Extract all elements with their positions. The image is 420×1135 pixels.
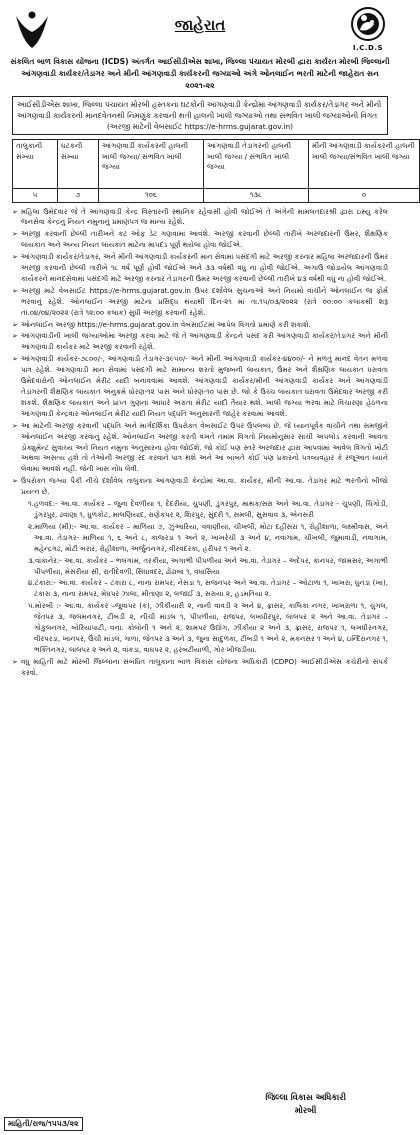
table-cell: ૭: [58, 189, 99, 203]
table-row: [13, 189, 420, 203]
mother-child-icon: [348, 6, 388, 42]
list-item: ➢ આ માટેની અરજી કરવાની પદ્ધતિ અને માર્ગદર્શિકા ઉપરોક્ત વેબસાઈટ ઉપર ઉપલબ્ધ છે. જે ધ્યાનપૂર્વક વાંચીને તથા સમજીને ઓનલાઈન અરજી કરવાનું રહેશે. ઓનલાઈન અરજી કરતી વખતે તમામ વિગતો નિયમોનુસાર સાચી અપલોડ કરવાની આવતા ડોક્યુમેન્ટ સુવાચ્ય અને નિયત નમુના અનુસારના હોવા જોઈશે. જો કોઈ પણ સ્તરે અરજદાર દ્વારા આપવામાં આવેલ વિગતો ખોટી અથવા અસત્ય હશે તો તેઓની અરજી રદ કરવાને પાત્ર થશે અને આ બાબતે કોઈ પણ પ્રકારનો પત્રવ્યવહાર કે રજૂઆત ધ્યાને લેવામાં આવશે નહીં. જેની ખાસ નોંધ લેવી.: [12, 420, 388, 474]
table-cell: ૧૩૮: [204, 189, 309, 203]
arrow-bullet-icon: ➢: [12, 421, 18, 430]
header: [6, 6, 394, 56]
info-website: (અરજી માટેની વેબસાઈટ https://e-hrms.gujarat.gov.in): [106, 122, 294, 131]
arrow-bullet-icon: ➢: [12, 286, 18, 295]
table-header: મીની આંગણવાડી કાર્યકરની હાલની ખાલી જગ્યા/સંભવિત ખાલી જગ્યા: [309, 140, 420, 189]
table-header: તાલુકાની સંખ્યા: [13, 140, 58, 189]
taluka-item: ૪.ટંકારા:- આ.વા. કાર્યકર – ટંકારા ૮, નાના રામપર, નેસડા ૧, સજનપર અને આ.વા. તેડાગર – ઓટાળા ૧, ખાખરા, ધુનડા (ખા), ટંકારા ૩, નાના રામપર, મેઘપર ઝાલા, મીતાણા ૨, લજાઈ ૩, સરાયા ૨, હડમતિયા ૨.: [28, 578, 388, 599]
list-item: ➢ આંગણવાડીની ખાલી જગ્યાઓમાં અરજી કરવા માટે જે તે આંગણવાડી કેન્દ્રને પસંદ કરી આંગણવાડી કાર્યકર/તેડાગર અને મીની આંગણવાડી કાર્યકર માટે અરજી કરવાની રહેશે.: [12, 331, 388, 352]
list-item: ➢ આંગણવાડી કાર્યકર-૭૮૦૦/-, આંગણવાડી તેડાગર-૩૯૫૦/- અને મીની આંગણવાડી કાર્યકર-૪૪૦૦/- ને મળતું માનદ વેતન મળવા પાત્ર રહેશે. આંગણવાડી માન સેવામાં પસંદગી માટે સામાન્ય શરતો મુજબની લાયકાત, ઉંમર અને શૈક્ષણિક લાયકાત ધરાવતા ઉમેદવારોની ઓનલાઈન મેરીટ યાદી બનાવવામાં આવશે. આંગણવાડી કાર્યકર/મીની આંગણવાડી કાર્યકર અને આંગણવાડી તેડાગરની શૈક્ષણિક લાયકાત અનુક્રમે ધોરણ-૧૨ પાસ અને ધોરણ-૧૦ પાસ છે. જો કે ઉચ્ચ લાયકાત ધરાવતા ઉમેદવાર અરજી કરી શકશે. શૈક્ષણિક લાયકાત અને પ્રાપ્ત ગુણના આધારે અગ્રતા મેરીટ યાદી તૈયાર થશે. ખાલી જગ્યા ભરવા માટે વિચારણા હેઠળના આંગણવાડી કેન્દ્રવાર ઓનલાઈન મેરીટ યાદી નિયત પદ્ધતિ અનુસારની જાહેર કરવામાં આવશે.: [12, 354, 388, 418]
list-item: ➢ મહિલા ઉમેદવાર જે તે આંગણવાડી કેન્દ્ર વિસ્તારની સ્થાનિક રહેવાસી હોવી જોઈએ તે અંગેની મામલતદારશ્રી દ્વારા ઇસ્યુ કરેલ જનસેવા કેન્દ્રનું નિયત નમુનાનું પ્રમાણપત્ર જ માન્ય રહેશે.: [12, 206, 388, 227]
taluka-item: ૧.હળવદ:- આ.વા. કાર્યકર – જુના દેવળીયા ૧, દેદરીયા, ચુપણી, ડુંગરપુર, માથક/સરા અને આ.વા. તેડાગર - ચુપણી, ચિંગોડી, ડુંગરપુર, ઢવાણા ૧, ધુળકોટ, માલણિયાદ, રાણેકપર ૨, શિરપુર, સુંદરી ૧, સમલી, સુસવાવ ૩, એનસરી: [28, 499, 388, 519]
table-header: ઘટકની સંખ્યા: [58, 140, 99, 189]
table-cell: ૧૦૬: [99, 189, 204, 203]
table-header: આંગણવાડી તેડાગરની હાલની ખાલી જગ્યા / સંભવિત ખાલી જગ્યા: [204, 140, 309, 189]
reference-number: માહિતી/રાજ/૧૫૫૩/૨૨: [4, 1117, 83, 1131]
list-item: ➢ ઓનલાઈન અરજી https://e-hrms.gujarat.gov.in વેબસાઈટમાં આપેલ વિગતો પ્રમાણે કરી શકાશે.: [12, 319, 311, 329]
signatory-title: જિલ્લા વિકાસ અધિકારી: [265, 1092, 346, 1102]
table-header-row: [13, 140, 420, 189]
list-item: ➢ આંગણવાડી કાર્યકર/તેડાગર, અને મીની આંગણવાડી કાર્યકરની માન સેવામાં પસંદગી માટે અરજી કરનાર મહિલા અરજદારની ઉંમર અરજી કરવાની છેલ્લી તારીખે ૧૮ વર્ષ પૂર્ણ હોવી જોઈએ અને ૩૩ વર્ષથી વધુ ના હોવી જોઈએ. અગાઉ જોડાયેલ આંગણવાડી કાર્યકરને માનદસેવામાં પસંદગી માટે અરજી કરનાર તેડાગરની ઉંમર અરજી કરવાની છેલ્લી તારીખે ૪૩ વર્ષથી વધુ ના હોવી જોઈએ.: [12, 252, 388, 283]
table-cell: ૦: [309, 189, 420, 203]
arrow-bullet-icon: ➢: [12, 207, 18, 216]
arrow-bullet-icon: ➢: [12, 355, 18, 364]
taluka-item: ૩.વાંકાનેર:- આ.વા. કાર્યકર – ભલગામ, તરકીયા, અગાભી પીપળીયા અને આ.વા. તેડાગર – અદેપર, કાનપર, જામસર, અગાભી પીપળીયા, મેસરીયા સી, રાતીદેવળી, સિંધાવદર, ઢોંઢાબા ૧, વઘાસિયા: [28, 555, 388, 576]
arrow-bullet-icon: ➢: [12, 320, 18, 329]
icds-emblem: [346, 6, 390, 52]
page-title: જાહેરાત: [174, 16, 226, 34]
list-item: ➢ અરજી કરવાની છેલ્લી તારીખને કટ ઓફ ડેટ ગણવામાં આવશે. અરજી કરવાની છેલ્લી તારીખે અરજદારની ઉંમર, શૈક્ષણિક લાયકાત અને અન્ય નિયત લાયકાત માટેના માપદંડ પૂર્ણ થયેલા હોવા જોઈએ.: [12, 229, 388, 250]
vacancy-table: [12, 139, 420, 203]
taluka-item: ૫.મોરબી :- આ.વા. કાર્યકર –જુવાપર (ક), ઝીકીયારી ૨, નાની વાવડી ૨ અને ૪, ફ્રાસર, કાલિકા નગર, ખાખરાળા ૧, ચુંગલ, જેતપર ૩, જલમનગર, ટીંબડી ૨, નીચી માંડલ ૧, પીપળીયા, રાજપર, લખધીરપુર, લાલપર ૨ અને આ.વા. તેડાગર – ગોકુલનગર, બોરિયાપાટી, વના. કોલોની ૧ અને ૨, શામપર ઉદ્યોગ, ઝીકીયા ૨ અને ૩, ફ્રાસર, રાજપર ૧, લખધીરનગર, વીરપરડા, ખાનપર, ઉંચી માંડલ, ગાળા, જેતપર ૩ અને ૩, જુના સાદુળકા, ટીંબડી ૧ અને ૨, મકનસર ૧ અને ૪, ઇન્દિરાનગર ૧, ભક્તિનગર, લાલપર ૨ અને ૨, વાંકડા, વાઘપર ૨, હરબટીયાળી, ગોર ખીજડીયા.: [28, 601, 388, 654]
table-header: આંગણવાડી કાર્યકરની હાલની ખાલી જગ્યા/ સંભવિત ખાલી જગ્યા: [99, 140, 204, 189]
info-box: [12, 96, 388, 135]
table-cell: ૫: [13, 189, 58, 203]
taluka-item: ૨.માળિયા (મી):- આ.વા. કાર્યકર – માળિયા ૭, ઝુંઆરિયા, વવાણીયા, ચીખલી, મોટા દહીંસરા ૧, રોહીશાળા, લક્ષ્મીવાસ, અને આ.વા. તેડાગર- માળિયા ૧, ૬ અને ૮, કાજરડા ૧ અને ૨, ખાખરેચી ૩ અને ૪, નવાગામ, ચીખલી, જુમાવાડી, નવાગામ, મહેન્દ્રગઢ, મોટી બરાર, રોહીશાળા, અર્જુનનગર, વીરવદરકા, હરીપર ૧ અને ૨.: [28, 521, 388, 553]
signature-block: [265, 1091, 346, 1117]
info-text: આઈસીડીએસ શાખા, જિલ્લા પંચાયત મોરબી હસ્તકના ઘટકોની આંગણવાડી કેન્દ્રોમાં આંગણવાડી કાર્યકર/તેડાગર અને મીની આંગણવાડી કાર્યકરની માનદવેતનથી નિમણુંક કરવાની થતી હાલની ખાલી જગ્યાઓ તથા સંભવિત ખાલી જગ્યાઓની વિગત: [17, 100, 382, 120]
arrow-bullet-icon: ➢: [12, 230, 18, 239]
notes-list: [12, 207, 388, 679]
arrow-bullet-icon: ➢: [12, 253, 18, 262]
subtitle: સંકલિત બાળ વિકાસ યોજના (ICDS) અંતર્ગત આઈસીડીએસ શાખા, જિલ્લા પંચાયત મોરબી દ્વારા કાર્યરત મોરબી જિલ્લાની આંગણવાડી કાર્યકર/તેડાગર અને મીની આંગણવાડી કાર્યકરની જગ્યાઓ અંગે ઓનલાઈન ભરતી માટેની જાહેરાત સન ૨૦૨૧-૨૨: [10, 57, 390, 90]
signatory-place: મોરબી: [294, 1105, 317, 1115]
list-item: ➢ અરજી માટે વેબસાઈટ https://e-hrms.gujarat.gov.in ઉપર દર્શાવેલ સુચનાઓ અને નિયમો વાંચીને ઓનલાઈન જ ફોર્મ ભરવાનું રહેશે. ઓનલાઈન અરજી માટેના પ્રસિદ્ધ થયાથી દિન-૨૧ માં તા.૧૫/૦૩/૨૦૨૨ (રાત્રે ૦૦:૦૦ કલાકથી શરૂ તા.૦૪/૦૪/૨૦૨૨ (રાત્રે ૧૨:૦૦ કલાક) સુધી અરજી કરવાની રહેશે.: [12, 285, 388, 317]
emblem-text: I.C.D.S: [352, 44, 384, 52]
list-item: ➢ ઉપરોક્ત જગ્યા પૈકી નીચે દર્શાવેલ તાલુકાના આંગણવાડી કેન્દ્રોમાં આ.વા. કાર્યકર, મીની આ.વા. તેડાગર માટે ભરતીનો બીજો પ્રયત્ન છે.: [12, 476, 388, 497]
arrow-bullet-icon: ➢: [12, 657, 18, 666]
arrow-bullet-icon: ➢: [12, 332, 18, 341]
arrow-bullet-icon: ➢: [12, 477, 18, 486]
list-item: ➢ વધુ માહિતી માટે મોરબી જિલ્લાના સંબંધિત તાલુકાના બાળ વિકાસ યોજના અધિકારી (CDPO) આઈસીડીએસ કચેરીનો સંપર્ક કરવો.: [12, 656, 388, 677]
